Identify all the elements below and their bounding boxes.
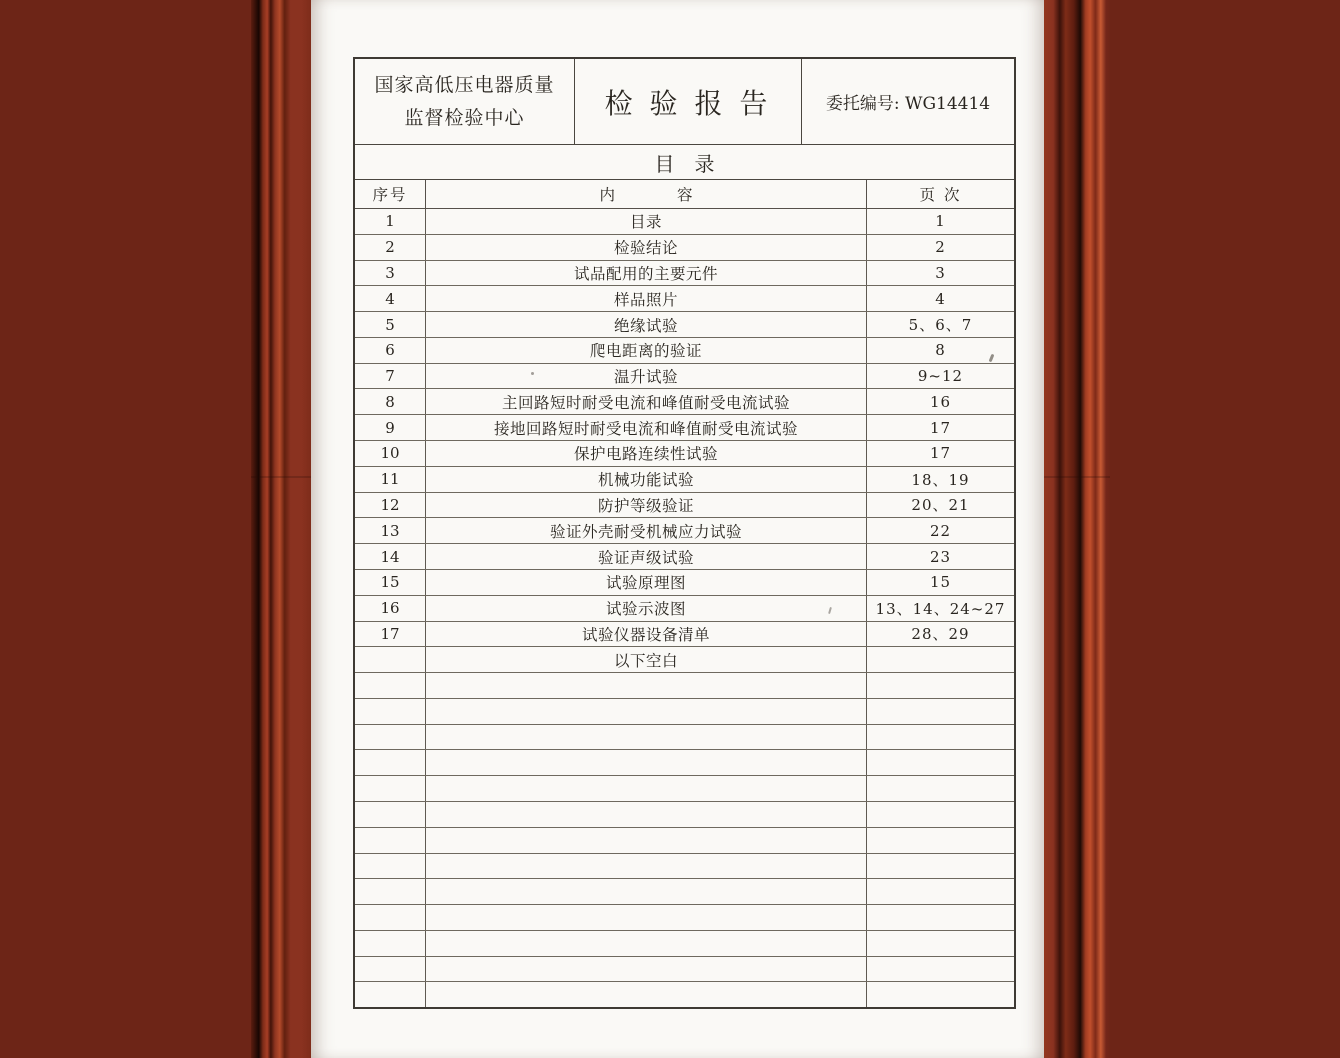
cell-no: 17 — [355, 622, 426, 647]
cell-page — [867, 854, 1014, 879]
cell-no: 6 — [355, 338, 426, 363]
cell-content: 防护等级验证 — [426, 493, 867, 518]
cell-no — [355, 673, 426, 698]
cell-no: 11 — [355, 467, 426, 492]
cell-no — [355, 828, 426, 853]
table-row — [355, 905, 1014, 931]
table-row — [355, 776, 1014, 802]
table-row — [355, 931, 1014, 957]
cell-content — [426, 725, 867, 750]
cell-content: 试验原理图 — [426, 570, 867, 595]
org-name-line2: 监督检验中心 — [404, 106, 525, 129]
cell-no — [355, 957, 426, 982]
cell-no — [355, 802, 426, 827]
table-row — [355, 261, 1014, 287]
cell-page: 22 — [929, 521, 952, 540]
cell-page — [867, 828, 1014, 853]
cell-content: 样品照片 — [426, 286, 867, 311]
cell-no: 16 — [355, 596, 426, 621]
cell-content — [426, 982, 867, 1007]
cell-page: 17 — [929, 444, 952, 463]
cell-page — [867, 879, 1014, 904]
cell-content: 绝缘试验 — [426, 312, 867, 337]
cell-content: 验证声级试验 — [426, 544, 867, 569]
table-row — [355, 854, 1014, 880]
cell-no — [355, 725, 426, 750]
cell-content — [426, 776, 867, 801]
cell-page: 2 — [935, 238, 946, 257]
cell-content: 检验结论 — [426, 235, 867, 260]
cell-page — [867, 699, 1014, 724]
cell-page: 23 — [929, 547, 952, 566]
cell-page: 28、29 — [911, 625, 970, 644]
cell-page — [867, 905, 1014, 930]
cell-content: 保护电路连续性试验 — [426, 441, 867, 466]
table-row — [355, 750, 1014, 776]
cell-no: 7 — [355, 364, 426, 389]
org-name — [355, 59, 575, 144]
col-header-no: 序号 — [355, 180, 426, 208]
cell-page: 16 — [929, 392, 952, 411]
cell-page: 1 — [935, 212, 946, 231]
table-row — [355, 828, 1014, 854]
cell-page: 8 — [935, 341, 946, 360]
cell-no: 9 — [355, 415, 426, 440]
cell-no: 2 — [355, 235, 426, 260]
cell-page — [867, 802, 1014, 827]
cell-content — [426, 905, 867, 930]
cell-content — [426, 828, 867, 853]
cell-page: 4 — [935, 289, 946, 308]
scan-speck — [531, 372, 534, 375]
table-row — [355, 286, 1014, 312]
table-row — [355, 544, 1014, 570]
cell-content — [426, 699, 867, 724]
cell-page — [867, 647, 1014, 672]
cell-content: 温升试验 — [426, 364, 867, 389]
cell-page: 9~12 — [917, 367, 964, 386]
cell-page — [867, 931, 1014, 956]
frame-right-molding — [1044, 0, 1110, 1058]
cell-no — [355, 879, 426, 904]
cell-no: 15 — [355, 570, 426, 595]
col-header-content: 内 容 — [426, 180, 867, 208]
cell-no: 4 — [355, 286, 426, 311]
table-row — [355, 467, 1014, 493]
cell-content — [426, 750, 867, 775]
cell-page — [867, 673, 1014, 698]
cell-no: 14 — [355, 544, 426, 569]
cell-no — [355, 905, 426, 930]
cell-page — [867, 982, 1014, 1007]
table-row — [355, 879, 1014, 905]
cell-no — [355, 699, 426, 724]
cell-content — [426, 879, 867, 904]
table-row — [355, 209, 1014, 235]
cell-no: 5 — [355, 312, 426, 337]
cell-content: 主回路短时耐受电流和峰值耐受电流试验 — [426, 389, 867, 414]
cell-content: 爬电距离的验证 — [426, 338, 867, 363]
table-row — [355, 596, 1014, 622]
table-row — [355, 673, 1014, 699]
cell-content — [426, 854, 867, 879]
cell-no — [355, 647, 426, 672]
report-table — [353, 57, 1016, 1009]
toc-column-headers — [355, 180, 1014, 209]
cell-no: 10 — [355, 441, 426, 466]
cell-no — [355, 854, 426, 879]
org-name-line1: 国家高低压电器质量 — [374, 74, 555, 97]
cell-page: 17 — [929, 418, 952, 437]
cell-page: 5、6、7 — [908, 316, 973, 335]
cell-no — [355, 776, 426, 801]
cell-content: 接地回路短时耐受电流和峰值耐受电流试验 — [426, 415, 867, 440]
cell-page — [867, 725, 1014, 750]
cell-page — [867, 776, 1014, 801]
cell-content — [426, 802, 867, 827]
table-row — [355, 312, 1014, 338]
table-row — [355, 518, 1014, 544]
table-row — [355, 493, 1014, 519]
document-page — [311, 0, 1044, 1058]
table-row — [355, 364, 1014, 390]
cell-page: 20、21 — [911, 496, 970, 515]
cell-content — [426, 673, 867, 698]
cell-no — [355, 982, 426, 1007]
table-row — [355, 415, 1014, 441]
toc-title: 目 录 — [355, 145, 1014, 180]
cell-content: 试验仪器设备清单 — [426, 622, 867, 647]
cell-no — [355, 931, 426, 956]
cell-no: 3 — [355, 261, 426, 286]
table-row — [355, 235, 1014, 261]
table-row — [355, 647, 1014, 673]
cell-page — [867, 750, 1014, 775]
cell-content — [426, 931, 867, 956]
cell-page: 18、19 — [911, 470, 970, 489]
table-row — [355, 441, 1014, 467]
cell-no: 13 — [355, 518, 426, 543]
cell-content: 试品配用的主要元件 — [426, 261, 867, 286]
table-row — [355, 982, 1014, 1007]
table-row — [355, 957, 1014, 983]
cell-no: 12 — [355, 493, 426, 518]
cell-page — [867, 957, 1014, 982]
cell-content: 以下空白 — [426, 647, 867, 672]
commission-number: 委托编号: WG14414 — [825, 94, 991, 114]
col-header-page: 页 次 — [919, 186, 962, 204]
report-title: 检 验 报 告 — [575, 59, 802, 144]
table-row — [355, 699, 1014, 725]
table-row — [355, 725, 1014, 751]
table-row — [355, 389, 1014, 415]
report-header — [355, 59, 1014, 145]
table-row — [355, 570, 1014, 596]
cell-content — [426, 957, 867, 982]
cell-page: 15 — [929, 573, 952, 592]
cell-page: 3 — [935, 263, 946, 282]
cell-content: 验证外壳耐受机械应力试验 — [426, 518, 867, 543]
cell-content: 目录 — [426, 209, 867, 234]
cell-content: 试验示波图 — [426, 596, 867, 621]
cell-no: 8 — [355, 389, 426, 414]
cell-content: 机械功能试验 — [426, 467, 867, 492]
table-row — [355, 802, 1014, 828]
table-row — [355, 338, 1014, 364]
frame-left-molding — [251, 0, 311, 1058]
cell-no — [355, 750, 426, 775]
toc-rows — [355, 209, 1014, 1007]
cell-no: 1 — [355, 209, 426, 234]
cell-page: 13、14、24~27 — [875, 599, 1006, 618]
table-row — [355, 622, 1014, 648]
